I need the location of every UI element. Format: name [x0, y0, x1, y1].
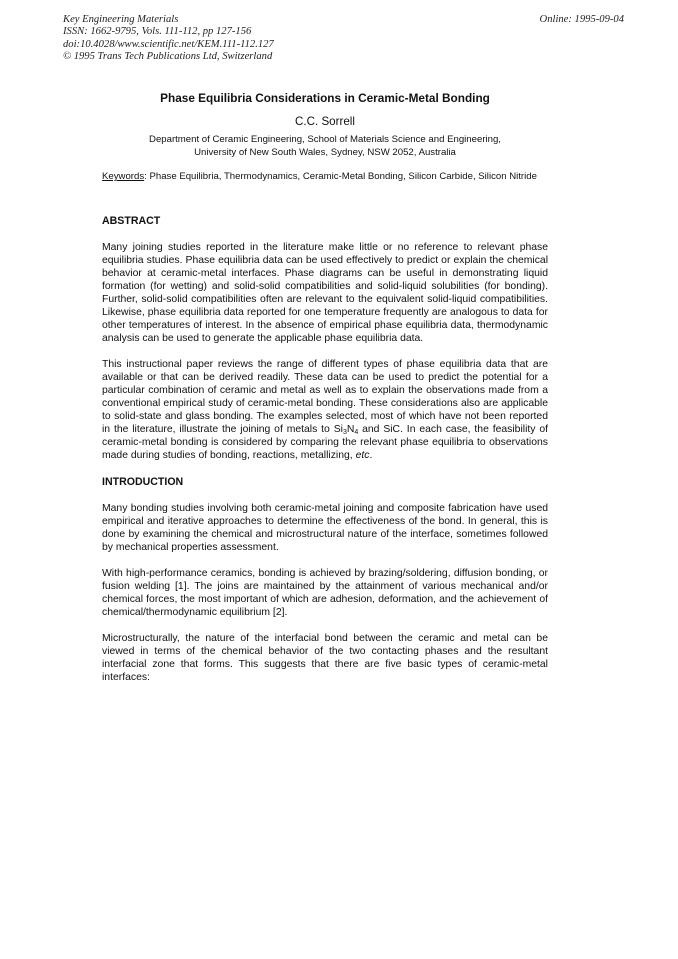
issn-line: ISSN: 1662-9795, Vols. 111-112, pp 127-156	[63, 26, 252, 38]
introduction-paragraph-1: Many bonding studies involving both ceramic-metal joining and composite fabrication have used empirical and iterative approaches to determine the effectiveness of the bond. In general, this is done by examining the chemical and microstructural nature of the interface, sometimes followed by mechanical properties assessment.	[102, 502, 548, 553]
paper-author: C.C. Sorrell	[295, 115, 355, 128]
introduction-paragraph-2: With high-performance ceramics, bonding is achieved by brazing/soldering, diffusion bonding, or fusion welding [1]. The joins are maintained by the attainment of various mechanical and/or chemical forces, the most important of which are adhesion, deformation, and the achievement of chemical/thermodynamic equilibrium [2].	[102, 567, 548, 618]
journal-name: Key Engineering Materials	[63, 14, 179, 25]
copyright-line: © 1995 Trans Tech Publications Ltd, Switzerland	[63, 51, 273, 63]
affiliation-line-2: University of New South Wales, Sydney, NSW 2052, Australia	[194, 146, 456, 158]
online-date: Online: 1995-09-04	[539, 14, 624, 25]
affiliation-line-1: Department of Ceramic Engineering, School of Materials Science and Engineering,	[149, 134, 501, 145]
keywords-list: : Phase Equilibria, Thermodynamics, Ceramic-Metal Bonding, Silicon Carbide, Silicon Nitride	[144, 171, 537, 183]
abstract-paragraph-1: Many joining studies reported in the literature make little or no reference to relevant phase equilibria studies. Phase equilibria data can be used effectively to predict or explain the chemical behavior at ceramic-metal interfaces. Phase diagrams can be useful in demonstrating liquid formation (for wetting) and solid-solid compatibilities and solid-liquid solubilities (for bonding). Further, solid-solid compatibilities often are relevant to the equivalent solid-liquid compatibilities. Likewise, phase equilibria data reported for one temperature frequently are analogous to data for other temperatures of interest. In the absence of empirical phase equilibria data, thermodynamic analysis can be used to generate the applicable phase equilibria data.	[102, 241, 548, 345]
keywords	[102, 171, 548, 184]
abstract-paragraph-2: This instructional paper reviews the range of different types of phase equilibria data that are available or that can be derived readily. These data can be used to predict the potential for a particular combination of ceramic and metal as well as to explain the observations made from a conventional empirical study of ceramic-metal bonding. These considerations also are applicable to solid-state and glass bonding. The examples selected, most of which have not been reported in the literature, illustrate the joining of metals to $Si_3N_4$ and SiC. In each case, the feasibility of ceramic-metal bonding is considered by comparing the relevant phase equilibria to observations made during studies of bonding, reactions, metallizing, etc.	[102, 359, 548, 462]
journal-header	[63, 14, 274, 64]
paper-body	[102, 91, 548, 684]
keywords-label: Keywords	[102, 171, 145, 183]
affiliation	[94, 134, 556, 159]
introduction-heading: INTRODUCTION	[102, 475, 184, 488]
introduction-paragraph-3: Microstructurally, the nature of the interfacial bond between the ceramic and metal can be viewed in terms of the chemical behavior of the two contacting phases and the resultant interfacial zone that forms. This suggests that there are five basic types of ceramic-metal interfaces:	[102, 632, 548, 684]
abstract-heading: ABSTRACT	[102, 214, 161, 227]
paper-title: Phase Equilibria Considerations in Ceramic-Metal Bonding	[160, 91, 490, 105]
doi-line: doi:10.4028/www.scientific.net/KEM.111-112.127	[63, 38, 274, 50]
